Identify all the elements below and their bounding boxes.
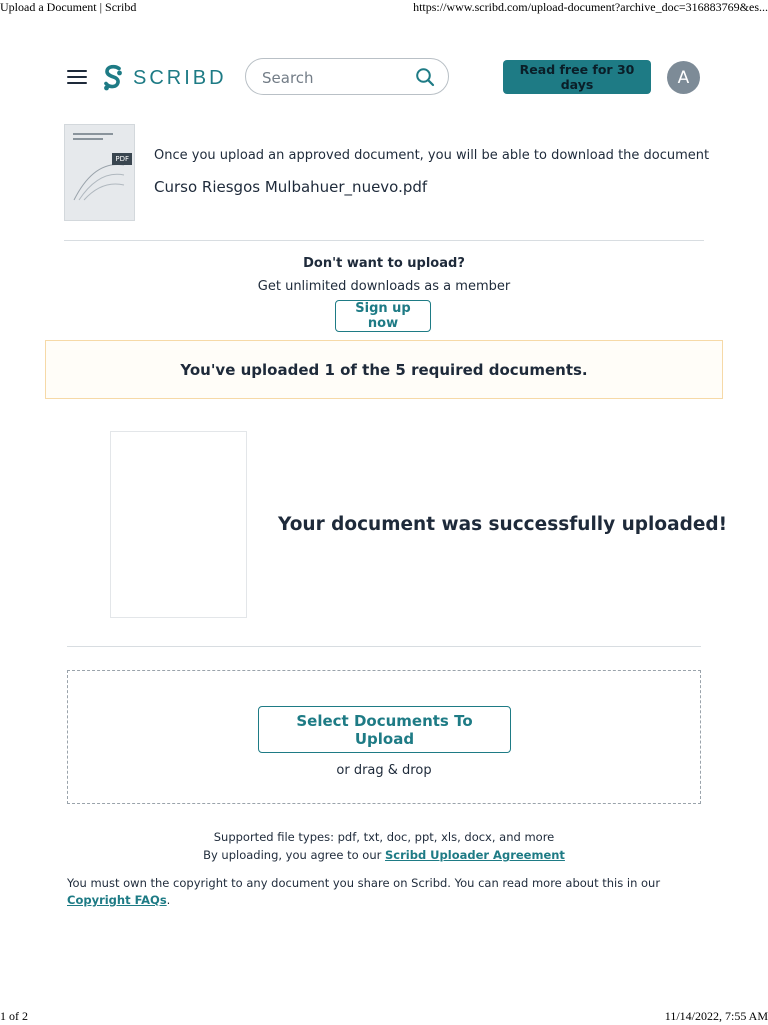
scribd-logo[interactable] (102, 63, 227, 93)
search-box (245, 58, 449, 95)
download-message: Once you upload an approved document, you will be able to download the document (154, 148, 710, 163)
agreement-prefix: By uploading, you agree to our (203, 848, 385, 862)
membership-prompt (0, 256, 768, 294)
drag-drop-hint: or drag & drop (336, 763, 432, 778)
hamburger-menu-icon[interactable] (67, 70, 87, 86)
copyright-text: You must own the copyright to any document you share on Scribd. You can read more about this in our (67, 876, 661, 890)
upload-success-message: Your document was successfully uploaded! (278, 514, 728, 535)
select-documents-button[interactable]: Select Documents To Upload (258, 706, 511, 753)
agreement-line (0, 846, 768, 864)
copyright-suffix: . (166, 893, 171, 907)
print-timestamp: 11/14/2022, 7:55 AM (664, 1009, 768, 1023)
document-filename: Curso Riesgos Mulbahuer_nuevo.pdf (154, 178, 428, 196)
supported-file-types (0, 828, 768, 864)
divider (67, 646, 701, 647)
membership-subtitle: Get unlimited downloads as a member (257, 279, 511, 294)
document-thumbnail (64, 124, 135, 221)
supported-types-text: Supported file types: pdf, txt, doc, ppt, xls, docx, and more (213, 830, 555, 844)
scribd-logo-icon (102, 64, 124, 92)
scribd-logo-text: SCRIBD (133, 66, 227, 89)
divider (64, 240, 704, 241)
upload-progress-notice: You've uploaded 1 of the 5 required documents. (45, 340, 723, 399)
print-page-url: https://www.scribd.com/upload-document?archive_doc=316883769&es... (413, 0, 768, 14)
search-input[interactable] (260, 66, 409, 90)
upload-dropzone[interactable] (67, 670, 701, 804)
uploader-agreement-link[interactable]: Scribd Uploader Agreement (385, 848, 565, 862)
copyright-notice (67, 875, 701, 909)
print-page-title: Upload a Document | Scribd (0, 0, 137, 14)
copyright-faqs-link[interactable]: Copyright FAQs (67, 893, 167, 907)
uploaded-document-preview (110, 431, 247, 618)
avatar[interactable]: A (667, 61, 700, 94)
sign-up-button[interactable]: Sign up now (335, 300, 431, 332)
membership-question: Don't want to upload? (303, 256, 465, 271)
pdf-badge: PDF (112, 153, 132, 165)
topbar (0, 58, 768, 98)
search-icon[interactable] (415, 67, 435, 87)
document-info (64, 124, 710, 222)
print-footer (0, 1009, 768, 1025)
thumbnail-lines (73, 133, 123, 143)
read-free-button[interactable]: Read free for 30 days (503, 60, 651, 94)
print-header (0, 0, 768, 16)
print-page-number: 1 of 2 (0, 1009, 28, 1023)
